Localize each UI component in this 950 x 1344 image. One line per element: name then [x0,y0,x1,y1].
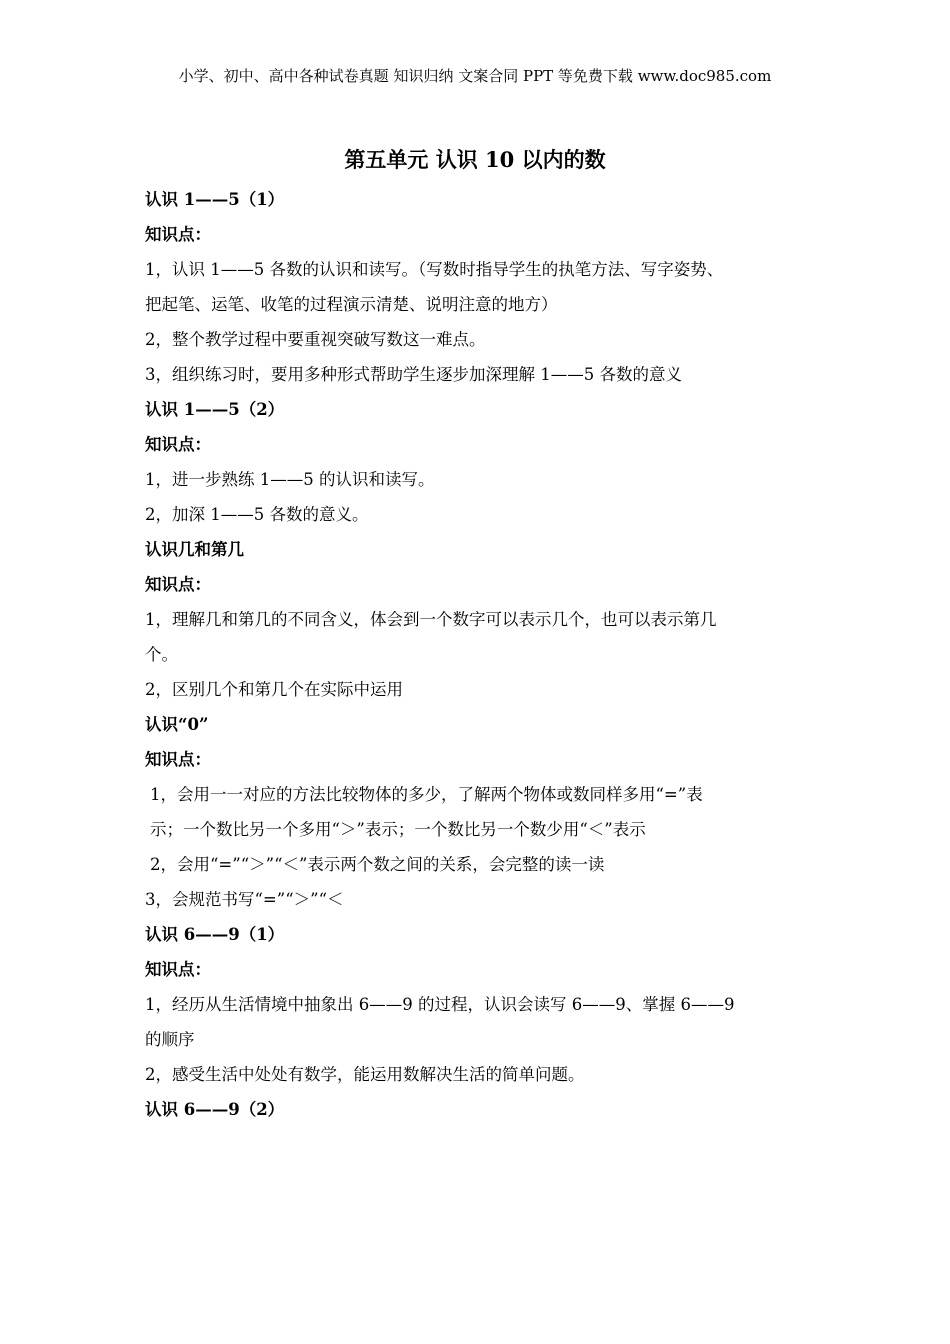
body-line: 示；一个数比另一个多用“＞”表示；一个数比另一个数少用“＜”表示 [150,820,646,839]
body-line: 1，进一步熟练 1——5 的认识和读写。 [145,470,435,489]
body-line: 3，会规范书写“=”“＞”“＜ [145,890,344,909]
body-line: 把起笔、运笔、收笔的过程演示清楚、说明注意的地方） [145,295,558,314]
body-line: 2，感受生活中处处有数学，能运用数解决生活的简单问题。 [145,1065,585,1084]
section-heading: 知识点： [145,960,211,979]
section-heading: 认识 6——9（1） [145,925,285,944]
body-line: 1，认识 1——5 各数的认识和读写。（写数时指导学生的执笔方法、写字姿势、 [145,260,724,279]
body-line: 个。 [145,645,178,664]
section-heading: 知识点： [145,575,211,594]
body-line: 3，组织练习时，要用多种形式帮助学生逐步加深理解 1——5 各数的意义 [145,365,682,384]
section-heading: 认识 1——5（1） [145,190,285,209]
document-body [145,182,825,1127]
section-heading: 知识点： [145,435,211,454]
body-line: 的顺序 [145,1030,195,1049]
page-title: 第五单元 认识 10 以内的数 [344,147,606,172]
body-line: 1，会用一一对应的方法比较物体的多少，了解两个物体或数同样多用“=”表 [150,785,703,804]
body-line: 2，区别几个和第几个在实际中运用 [145,680,403,699]
page-header: 小学、初中、高中各种试卷真题 知识归纳 文案合同 PPT 等免费下载 www.doc985.com [178,67,772,85]
section-heading: 知识点： [145,750,211,769]
body-line: 1，经历从生活情境中抽象出 6——9 的过程，认识会读写 6——9、掌握 6——9 [145,995,735,1014]
body-line: 1，理解几和第几的不同含义，体会到一个数字可以表示几个，也可以表示第几 [145,610,717,629]
section-heading: 认识 6——9（2） [145,1100,285,1119]
section-heading: 认识 1——5（2） [145,400,285,419]
body-line: 2，会用“=”“＞”“＜”表示两个数之间的关系，会完整的读一读 [150,855,605,874]
body-line: 2，加深 1——5 各数的意义。 [145,505,369,524]
body-line: 2，整个教学过程中要重视突破写数这一难点。 [145,330,486,349]
section-heading: 认识几和第几 [145,540,244,559]
section-heading: 知识点： [145,225,211,244]
section-heading: 认识“0” [145,715,209,734]
